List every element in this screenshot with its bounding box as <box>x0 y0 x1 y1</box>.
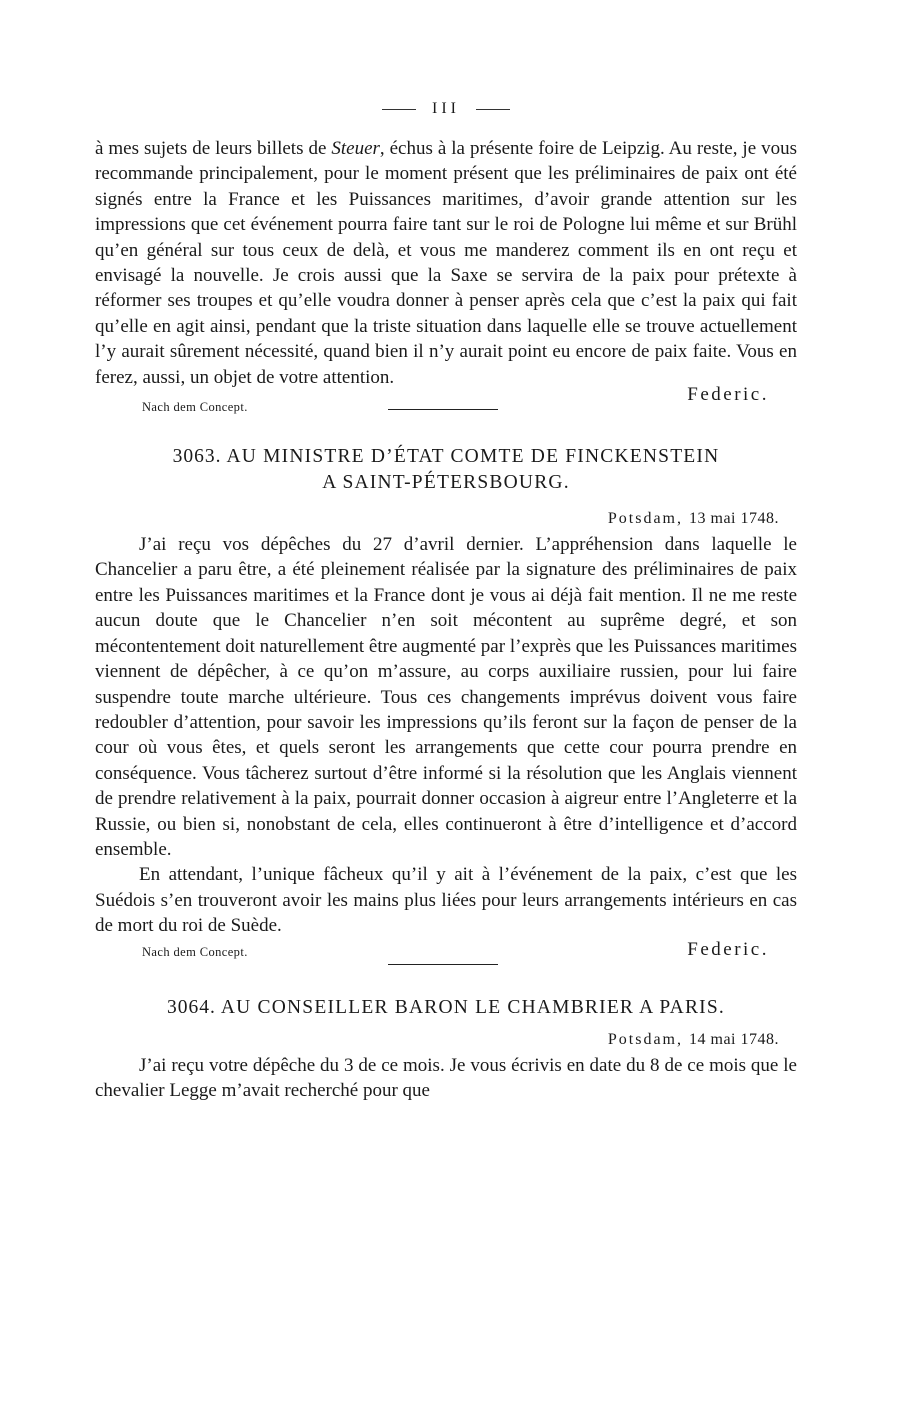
source-note: Nach dem Concept. <box>142 400 248 415</box>
section-rule <box>388 409 498 410</box>
continued-letter-text: à mes sujets de leurs billets de Steuer, échus à la présente foire de Leipzig. Au reste, je vous recommande principalement, pour le moment présent que les préliminaires de paix ont été signés entre la France et les Puissances maritimes, d’avoir grande attention sur les impressions que cet événement pourra faire tant sur le roi de Pologne lui même et sur Brühl qu’en général sur tous ceux de delà, et vous me manderez comment ils en ont reçu et envisagé la nouvelle. Je crois aussi que la Saxe se servira de la paix pour prétexte à réformer ses troupes et qu’elle voudra donner à penser après cela que c’est la paix qui fait qu’elle en agit ainsi, pendant que la triste situation dans laquelle elle se trouve actuellement l’y aurait sûrement nécessité, quand bien il n’y aurait point eu encore de paix faite. Vous en ferez, aussi, un objet de votre attention. <box>95 138 798 388</box>
letter-number: 3064. <box>167 996 216 1018</box>
letter-paragraph: J’ai reçu votre dépêche du 3 de ce mois. Je vous écrivis en date du 8 de ce mois que le chevalier Legge m’avait recherché pour que <box>95 1054 797 1101</box>
letter-number: 3063. <box>172 446 222 468</box>
signature: Federic. <box>687 938 769 960</box>
heading-line: AU MINISTRE D’ÉTAT COMTE DE FINCKENSTEIN <box>226 446 720 468</box>
signature: Federic. <box>687 384 769 406</box>
heading-line: A SAINT-PÉTERSBOURG. <box>322 472 570 494</box>
letter-heading <box>95 444 797 496</box>
letter-paragraph: J’ai reçu vos dépêches du 27 d’avril dernier. L’appréhension dans laquelle le Chancelier a paru être, a été pleinement réalisée par la signature des préliminaires de paix entre les Puissances maritimes et la France dont je vous ai déjà fait mention. Il ne me reste aucun doute que le Chancelier n’en soit mécontent au suprême degré, et son mécontentement doit naturellement être augmenté par l’exprès que les Puissances maritimes viennent de dépêcher, à ce qu’on m’assure, au corps auxiliaire russien, pour lui faire suspendre toute marche ultérieure. Tous ces changements imprévus doivent vous faire redoubler d’attention, pour savoir les impressions qu’ils feront sur la façon de penser de la cour où vous êtes, et quels seront les arrangements que cette cour pourra prendre en conséquence. Vous tâcherez surtout d’être informé si la résolution que les Anglais viennent de prendre relativement à la paix, pourrait donner occasion à aigreur entre l’Angleterre et la Russie, ou bien si, nonobstant de cela, elles continueront à être d’intelligence et d’accord ensemble. <box>95 534 797 860</box>
signature-row <box>95 939 797 969</box>
book-page <box>95 100 797 1103</box>
dateline-date: 14 mai 1748. <box>689 1030 779 1048</box>
dateline <box>95 1027 797 1053</box>
signature-row <box>95 384 797 418</box>
dateline-place: Potsdam, <box>607 510 683 528</box>
folio-dash-right <box>476 109 510 110</box>
dateline-date: 13 mai 1748. <box>689 510 779 528</box>
source-note: Nach dem Concept. <box>142 944 248 959</box>
letter-heading <box>95 995 797 1021</box>
dateline <box>95 506 797 532</box>
folio-text: III <box>432 100 460 117</box>
italic-term: Steuer <box>331 138 380 159</box>
section-rule <box>388 964 498 965</box>
letter-paragraph: En attendant, l’unique fâcheux qu’il y ait à l’événement de la paix, c’est que les Suédois s’en trouveront avoir les mains plus liées pour leurs arrangements intérieurs en cas de mort du roi de Suède. <box>95 864 797 937</box>
dateline-place: Potsdam, <box>607 1030 683 1048</box>
folio-dash-left <box>382 109 416 110</box>
page-number <box>95 100 797 118</box>
heading-line: AU CONSEILLER BARON LE CHAMBRIER A PARIS. <box>220 996 725 1018</box>
